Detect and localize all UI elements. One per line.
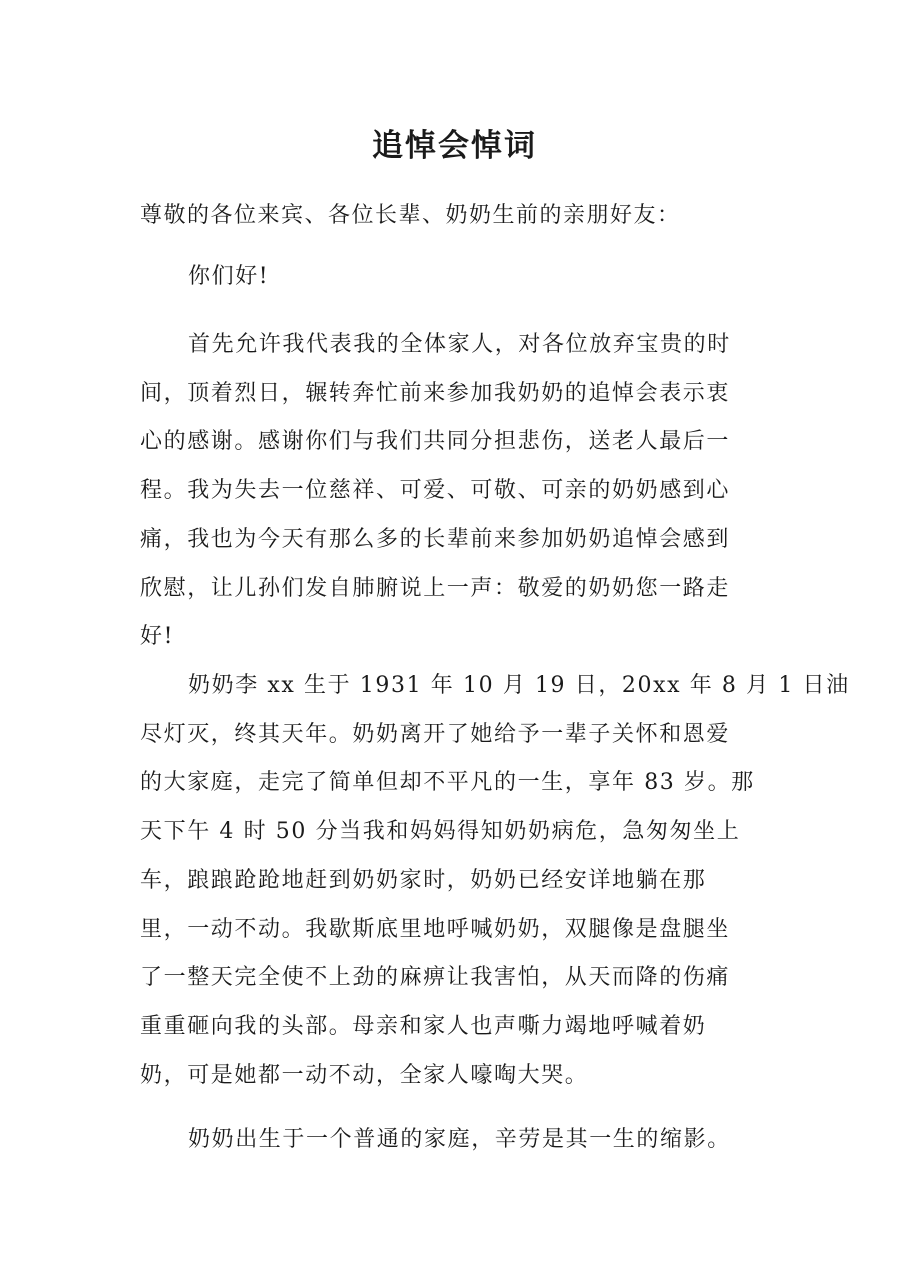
salutation-line: 尊敬的各位来宾、各位长辈、奶奶生前的亲朋好友：: [140, 203, 681, 228]
paragraph-line: 好!: [140, 624, 175, 650]
paragraph-line: 奶，可是她都一动不动，全家人嚎啕大哭。: [140, 1062, 589, 1088]
body-paragraph-1: [140, 321, 772, 662]
paragraph-line: 程。我为失去一位慈祥、可爱、可敬、可亲的奶奶感到心: [140, 478, 731, 504]
greeting-text: 你们好!: [188, 264, 270, 289]
greeting-paragraph: [140, 253, 772, 302]
document-title: 追悼会悼词: [372, 128, 537, 164]
paragraph-line: 痛，我也为今天有那么多的长辈前来参加奶奶追悼会感到: [140, 526, 731, 552]
paragraph-line: 心的感谢。感谢你们与我们共同分担悲伤，送老人最后一: [140, 429, 731, 455]
paragraph-line: 间，顶着烈日，辗转奔忙前来参加我奶奶的追悼会表示衷: [140, 380, 731, 406]
paragraph-line: 重重砸向我的头部。母亲和家人也声嘶力竭地呼喊着奶: [140, 1013, 707, 1039]
body-paragraph-2: [140, 662, 850, 1100]
paragraph-line: 天下午 4 时 50 分当我和妈妈得知奶奶病危，急匆匆坐上: [140, 819, 741, 845]
paragraph-line: 了一整天完全使不上劲的麻痹让我害怕，从天而降的伤痛: [140, 965, 731, 991]
paragraph-line: 的大家庭，走完了简单但却不平凡的一生，享年 83 岁。那: [140, 770, 755, 796]
paragraph-line: 车，踉踉跄跄地赶到奶奶家时，奶奶已经安详地躺在那: [140, 867, 707, 893]
paragraph-line: 尽灯灭，终其天年。奶奶离开了她给予一辈子关怀和恩爱: [140, 721, 731, 747]
paragraph-line: 奶奶李 xx 生于 1931 年 10 月 19 日，20xx 年 8 月 1 日油: [188, 673, 850, 698]
paragraph-line: 首先允许我代表我的全体家人，对各位放弃宝贵的时: [188, 332, 731, 357]
body-paragraph-3: [140, 1116, 772, 1165]
paragraph-line: 里，一动不动。我歇斯底里地呼喊奶奶，双腿像是盘腿坐: [140, 916, 731, 942]
paragraph-line: 奶奶出生于一个普通的家庭，辛劳是其一生的缩影。: [188, 1127, 731, 1152]
paragraph-line: 欣慰，让儿孙们发自肺腑说上一声：敬爱的奶奶您一路走: [140, 575, 731, 601]
